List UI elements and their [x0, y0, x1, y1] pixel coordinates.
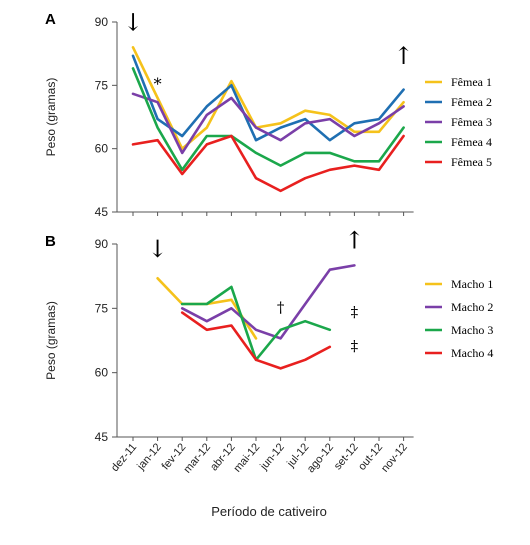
- series-line-macho-3: [182, 287, 330, 360]
- annotation-mark: ↓: [122, 8, 144, 37]
- annotation-mark: *: [153, 74, 162, 94]
- y-tick-label: 90: [94, 237, 108, 251]
- legend-label: Macho 3: [451, 323, 494, 337]
- legend-label: Macho 4: [451, 346, 494, 360]
- x-tick-label: jun-12: [258, 441, 287, 473]
- series-line-f-mea-3: [133, 94, 404, 153]
- series-line-f-mea-2: [133, 56, 404, 140]
- x-tick-label: dez-11: [109, 441, 140, 475]
- x-axis-label: Período de cativeiro: [211, 504, 327, 519]
- panel-letter: B: [45, 233, 56, 250]
- panel-b: [44, 226, 493, 475]
- x-tick-label: mai-12: [231, 441, 263, 475]
- x-tick-label: jul-12: [285, 441, 312, 470]
- annotation-mark: ↓: [147, 234, 168, 263]
- x-tick-label: out-12: [356, 441, 386, 473]
- annotation-mark: †: [276, 298, 285, 317]
- x-tick-label: jan-12: [135, 441, 164, 473]
- annotation-mark: ‡: [350, 337, 359, 356]
- y-axis-label: Peso (gramas): [44, 77, 58, 157]
- panel-a: [44, 8, 492, 219]
- y-tick-label: 45: [94, 430, 108, 444]
- y-tick-label: 90: [94, 15, 108, 29]
- x-tick-label: abr-12: [208, 441, 238, 474]
- annotation-mark: ↑: [393, 42, 414, 71]
- y-tick-label: 60: [94, 141, 108, 156]
- y-tick-label: 75: [94, 78, 108, 93]
- x-tick-label: nov-12: [379, 441, 410, 475]
- legend-label: Macho 2: [451, 300, 494, 314]
- y-axis-label: Peso (gramas): [44, 301, 58, 380]
- annotation-mark: ↑: [344, 226, 365, 255]
- y-tick-label: 75: [94, 301, 108, 316]
- x-tick-label: mar-12: [181, 441, 214, 476]
- legend-label: Fêmea 2: [451, 95, 492, 109]
- series-line-f-mea-4: [133, 68, 404, 169]
- panel-letter: A: [45, 11, 56, 28]
- legend-label: Fêmea 1: [451, 75, 492, 89]
- x-tick-label: fev-12: [159, 441, 189, 473]
- annotation-mark: ‡: [350, 302, 359, 321]
- y-tick-label: 60: [94, 365, 108, 380]
- x-tick-label: ago-12: [304, 441, 337, 476]
- legend-label: Fêmea 4: [451, 135, 492, 149]
- series-line-f-mea-5: [133, 136, 404, 191]
- x-tick-label: set-12: [331, 441, 361, 473]
- legend-label: Macho 1: [451, 277, 494, 291]
- legend-label: Fêmea 5: [451, 155, 492, 169]
- y-tick-label: 45: [94, 205, 108, 219]
- legend-label: Fêmea 3: [451, 115, 492, 129]
